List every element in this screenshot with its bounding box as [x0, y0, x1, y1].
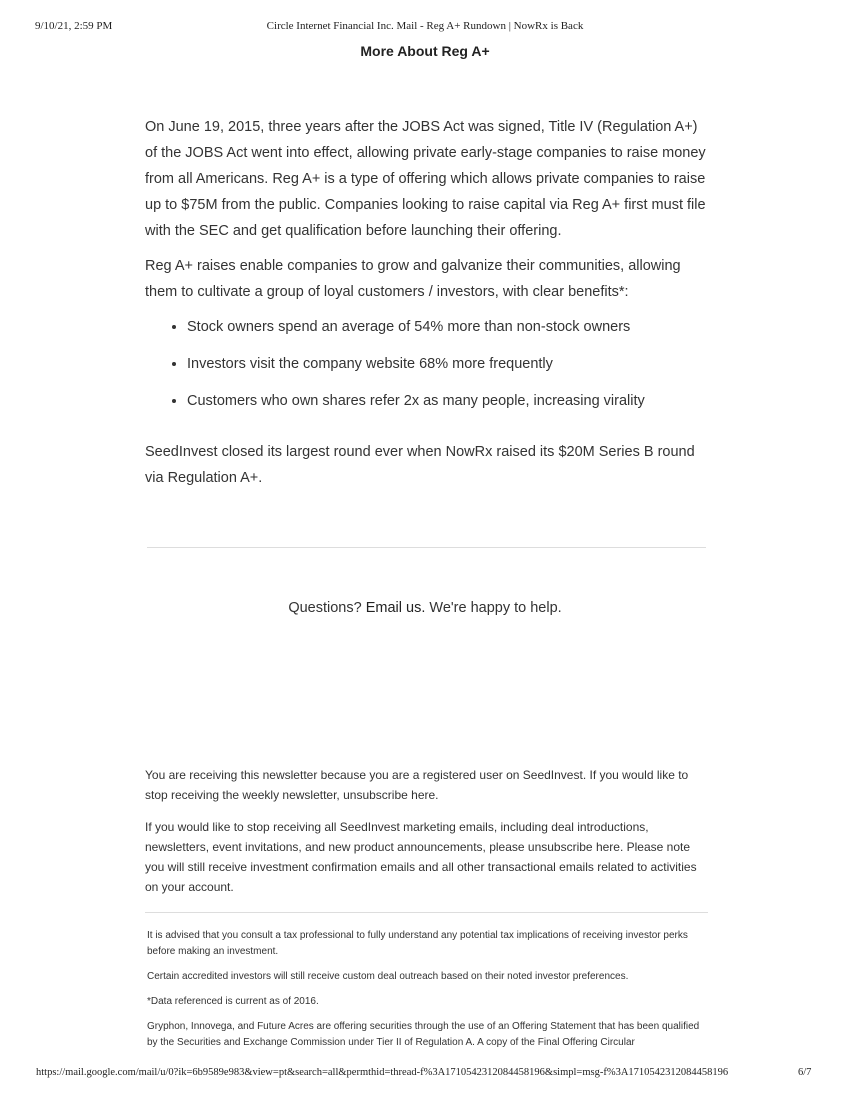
newsletter-footer: [145, 765, 710, 909]
section-heading: More About Reg A+: [360, 43, 490, 59]
print-date: 9/10/21, 2:59 PM: [35, 20, 113, 32]
questions-prefix: Questions?: [288, 600, 362, 616]
print-footer: [0, 1067, 850, 1083]
main-content: [145, 114, 710, 500]
benefits-intro-paragraph: Reg A+ raises enable companies to grow and galvanize their communities, allowing them to cultivate a group of loyal customers / investors, with clear benefits*:: [145, 258, 681, 300]
footer-divider: [145, 912, 708, 913]
disclaimers: [147, 928, 707, 1052]
questions-line: [0, 600, 850, 616]
section-divider: [147, 547, 706, 548]
accredited-disclaimer: Certain accredited investors will still receive custom deal outreach based on their noted investor preferences.: [147, 971, 629, 982]
subscription-notice: You are receiving this newsletter because you are a registered user on SeedInvest. If you would like to stop receiving the weekly newsletter, unsubscribe here.: [145, 768, 689, 802]
data-disclaimer: *Data referenced is current as of 2016.: [147, 996, 319, 1007]
intro-paragraph: On June 19, 2015, three years after the JOBS Act was signed, Title IV (Regulation A+) of the JOBS Act went into effect, allowing private early-stage companies to raise money from all Americans. Reg A+ is a type of offering which allows private companies to raise up to $75M from the public. Companies looking to raise capital via Reg A+ first must file with the SEC and get qualification before launching their offering.: [145, 119, 706, 239]
questions-suffix: We're happy to help.: [429, 600, 562, 616]
benefit-item: • Investors visit the company website 68% more frequently: [187, 351, 710, 377]
tax-disclaimer: It is advised that you consult a tax professional to fully understand any potential tax implications of receiving investor perks before making an investment.: [147, 930, 688, 957]
offering-disclaimer: Gryphon, Innovega, and Future Acres are offering securities through the use of an Offering Statement that has been qualified by the Securities and Exchange Commission under Tier II of Regulation A. A copy of the Final Offering Circular: [147, 1021, 700, 1048]
print-url: https://mail.google.com/mail/u/0?ik=6b9589e983&view=pt&search=all&permthid=thread-f%3A1710542312084458196&simpl=msg-f%3A1710542312084458196: [36, 1067, 729, 1078]
page-number: 6/7: [798, 1067, 812, 1078]
print-title: Circle Internet Financial Inc. Mail - Reg A+ Rundown | NowRx is Back: [266, 20, 584, 32]
benefits-list: [145, 314, 710, 414]
marketing-unsubscribe-notice: If you would like to stop receiving all SeedInvest marketing emails, including deal introductions, newsletters, event invitations, and new product announcements, please unsubscribe here. Please note you will still receive investment confirmation emails and all other transactional emails related to activities on your account.: [145, 820, 697, 894]
email-us-link[interactable]: Email us.: [365, 600, 426, 616]
benefit-item: • Customers who own shares refer 2x as many people, increasing virality: [187, 388, 710, 414]
nowrx-paragraph: SeedInvest closed its largest round ever when NowRx raised its $20M Series B round via Regulation A+.: [145, 444, 695, 486]
print-header: [0, 20, 850, 36]
benefit-item: • Stock owners spend an average of 54% more than non-stock owners: [187, 314, 710, 340]
